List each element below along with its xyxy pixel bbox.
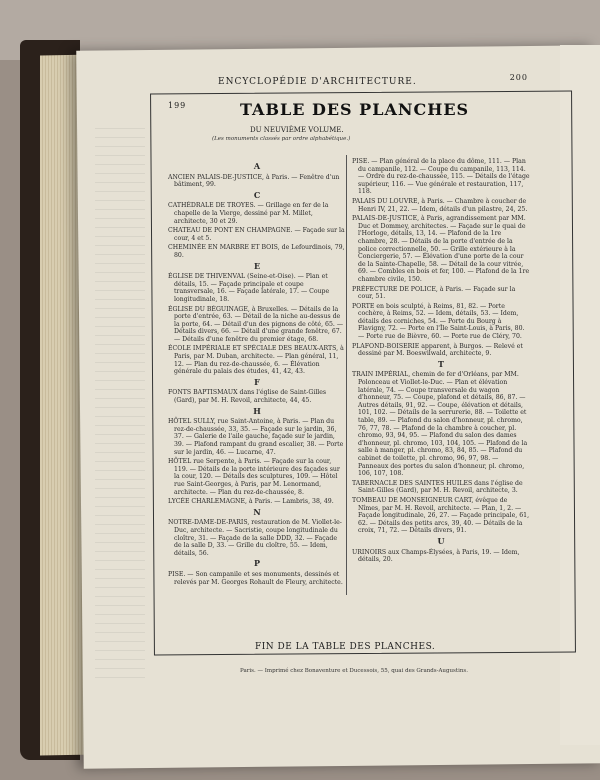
- column-divider: [346, 155, 347, 595]
- page-gutter: [95, 120, 145, 680]
- toc-entry: PISE. — Son campanile et ses monuments, dessinés et relevés par M. Georges Rohault de Fleury, architecte.: [168, 570, 343, 586]
- toc-entry: PALAIS DU LOUVRE, à Paris. — Chambre à coucher de Henri IV, 21, 22. — Idem, détails d'un pilastre, 24, 25.: [352, 197, 528, 213]
- toc-entry: ÉGLISE DU BÉGUINAGE, à Bruxelles. — Détails de la porte d'entrée, 63. — Détail de la niche au-dessus de la porte, 64. — Détail d'un des pignons de côté, 65. — Détails divers, 66. — Détail d'une grande fenêtre, 67. — Détails d'une fenêtre du premier étage, 68.: [168, 305, 344, 343]
- toc-entry: PRÉFECTURE DE POLICE, à Paris. — Façade sur la cour, 51.: [352, 285, 516, 301]
- table-title: TABLE DES PLANCHES: [240, 100, 470, 119]
- toc-entry: FONTS BAPTISMAUX dans l'église de Saint-Gilles (Gard), par M. H. Revoil, architecte, 44, 45.: [168, 389, 327, 405]
- toc-entry: PISE. — Plan général de la place du dôme, 111. — Plan du campanile, 112. — Coupe du campanile, 113, 114. — Ordre du rez-de-chaussée, 115. — Détails de l'étage supérieur, 116. — Vue générale et restauration, 117, 118.: [352, 158, 530, 196]
- toc-entry: TABERNACLE DES SAINTES HUILES dans l'église de Saint-Gilles (Gard), par M. H. Revoil, architecte, 3.: [352, 479, 523, 495]
- page-number-left: 199: [168, 101, 187, 110]
- toc-entry: TOMBEAU DE MONSEIGNEUR CART, évêque de Nîmes, par M. H. Revoil, architecte. — Plan, 1, 2. — Façade longitudinale, 26, 27. — Façade principale, 61, 62. — Détails des petits arcs, 39, 40. — Détails de la croix, 71, 72. — Détails divers, 91.: [352, 496, 530, 535]
- toc-entry: PLAFOND-BOISERIE apparent, à Burgos. — Relevé et dessiné par M. Boeswilwald, architecte, 9.: [352, 342, 523, 358]
- toc-entry: PALAIS-DE-JUSTICE, à Paris, agrandissement par MM. Duc et Dommey, architectes. — Façade sur le quai de l'Horloge, détails, 13, 14. — Plafond de la 1re chambre, 28. — Détails de la porte d'entrée de la police correctionnelle, 50. — Grille extérieure à la Conciergerie, 57. — Élévation d'une porte de la cour de la Sainte-Chapelle, 58. — Détail de la cour vitrée, 69. — Combles en bois et fer, 100. — Plafond de la 1re chambre civile, 150.: [352, 215, 530, 283]
- printer-imprint: Paris. — Imprimé chez Bonaventure et Ducessois, 55, quai des Grands-Augustins.: [240, 668, 468, 674]
- header-title: ENCYCLOPÉDIE D'ARCHITECTURE.: [218, 77, 417, 87]
- end-note: FIN DE LA TABLE DES PLANCHES.: [255, 642, 436, 652]
- table-subtitle: DU NEUVIÈME VOLUME.: [250, 126, 344, 134]
- toc-entry: ANCIEN PALAIS-DE-JUSTICE, à Paris. — Fenêtre d'un bâtiment, 99.: [168, 173, 340, 189]
- toc-entry: ÉCOLE IMPÉRIALE ET SPÉCIALE DES BEAUX-ARTS, à Paris, par M. Duban, architecte. — Plan général, 11, 12. — Plan du rez-de-chaussée, 6. — Élévation générale du palais des études, 41, 42, 43.: [168, 345, 344, 376]
- section-letter: F: [254, 376, 260, 387]
- section-letter: C: [253, 189, 261, 200]
- toc-entry: CATHÉDRALE DE TROYES. — Grillage en fer de la chapelle de la Vierge, dessiné par M. Millet, architecte, 30 et 29.: [168, 202, 329, 225]
- section-letter: P: [253, 558, 260, 569]
- toc-entry: ÉGLISE DE THIVENVAL (Seine-et-Oise). — Plan et détails, 15. — Façade principale et coupe transversale, 16. — Façade latérale, 17. — Coupe longitudinale, 18.: [168, 273, 330, 303]
- toc-entry: URINOIRS aux Champs-Élysées, à Paris, 19. — Idem, détails, 20.: [352, 548, 520, 564]
- toc-entry: TRAIN IMPÉRIAL, chemin de fer d'Orléans, par MM. Polonceau et Viollet-le-Duc. — Plan et élévation latérale, 74. — Coupe transversale du wagon d'honneur, 75. — Coupe, plafond et détails, 86, 87. — Autres détails, 91, 92. — Coupe, élévation et détails, 101, 102. — Détails de la serrurerie, 88. — Toilette et table, 89. — Plafond du salon d'honneur, pl. chromo, 76, 77, 78. — Plafond de la chambre à coucher, pl. chromo, 93, 94, 95. — Plafond du salon des dames d'honneur, pl. chromo, 103, 104, 105. — Plafond de la salle à manger, pl. chromo, 83, 84, 85. — Plafond du cabinet de toilette, pl. chromo, 96, 97, 98. — Panneaux des portes du salon d'honneur, pl. chromo, 106, 107, 108.: [352, 371, 528, 478]
- toc-entry: PORTE en bois sculpté, à Reims, 81, 82. — Porte cochère, à Reims, 52. — Idem, détails, 53. — Idem, détails des corniches, 54. — Porte du Bourg à Flavigny, 72. — Porte en l'Île Saint-Louis, à Paris, 80. — Porte rue de Bièvre, 60. — Porte rue de Cléry, 70.: [352, 302, 525, 341]
- toc-entry: LYCÉE CHARLEMAGNE, à Paris. — Lambris, 38, 49.: [168, 498, 334, 506]
- toc-entry: NOTRE-DAME-DE-PARIS, restauration de M. Viollet-le-Duc, architecte. — Sacristie, coupe longitudinale du cloître, 31. — Façade de la salle DDD, 32. — Façade de la salle D, 33. — Grille du cloître, 55. — Idem, détails, 56.: [168, 519, 342, 557]
- toc-entry: CHATEAU DE PONT EN CHAMPAGNE. — Façade sur la cour, 4 et 5.: [168, 227, 345, 242]
- section-letter: A: [253, 161, 261, 171]
- toc-entry: HÔTEL rue Serpente, à Paris. — Façade sur la cour, 119. — Détails de la porte intérieure des façades sur la cour, 120. — Détails des sculptures, 109. — Hôtel rue Saint-Georges, à Paris, par M. Lenormand, architecte. — Plan du rez-de-chaussée, 8.: [168, 458, 340, 496]
- page-number-right: 200: [509, 73, 528, 82]
- right-column: [352, 158, 530, 566]
- section-letter: N: [253, 506, 261, 517]
- section-letter: T: [438, 358, 444, 369]
- table-note: (Les monuments classés par ordre alphabétique.): [212, 136, 351, 142]
- left-column: [168, 160, 346, 588]
- section-letter: U: [437, 535, 445, 546]
- toc-entry: HÔTEL SULLY, rue Saint-Antoine, à Paris. — Plan du rez-de-chaussée, 33, 35. — Façade sur le jardin, 36, 37. — Galerie de l'aile gauche, façade sur le jardin, 39. — Plafond rampant du grand escalier, 38. — Porte sur le jardin, 46. — Lucarne, 47.: [168, 418, 344, 456]
- section-letter: H: [253, 405, 261, 416]
- section-letter: E: [253, 260, 261, 271]
- toc-entry: CHEMINÉE EN MARBRE ET BOIS, de Lefourdinois, 79, 80.: [168, 244, 345, 259]
